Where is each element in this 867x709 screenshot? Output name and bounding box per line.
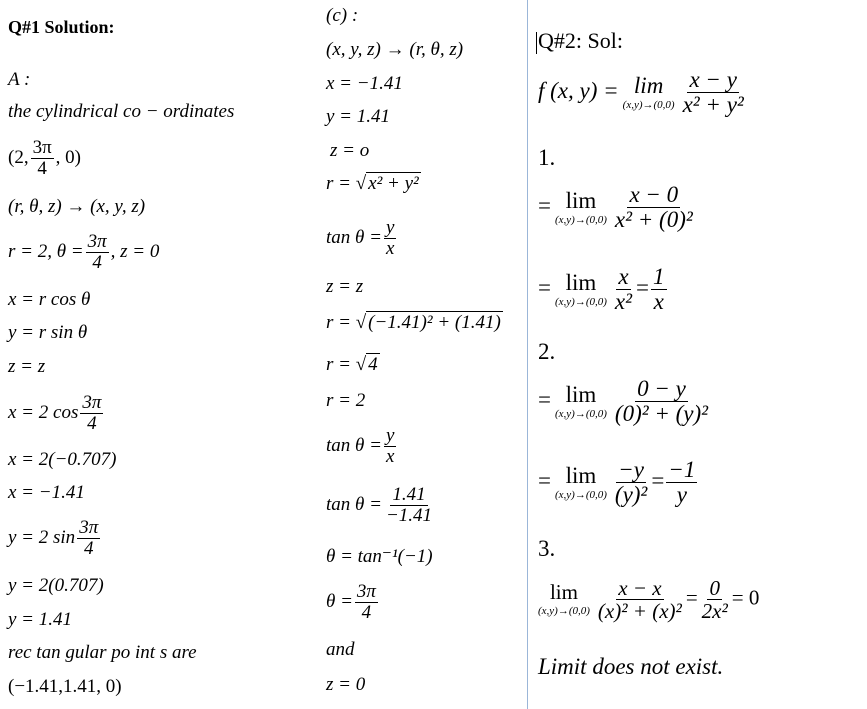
lim-word: lim — [565, 270, 597, 296]
z-eq: z = z — [326, 276, 364, 297]
frac-num: 1 — [653, 264, 665, 289]
and-text: and — [326, 639, 355, 660]
lim-word: lim — [565, 188, 597, 214]
sqrt: √ x² + y² — [355, 173, 419, 194]
limit — [555, 383, 607, 420]
frac-num: x — [618, 264, 629, 289]
fraction — [596, 577, 684, 622]
tan-formula — [326, 218, 398, 259]
r-sqrt4 — [326, 355, 380, 374]
tan-lhs: tan θ = — [326, 434, 382, 456]
fraction — [31, 138, 54, 179]
r-lhs: r = — [326, 173, 351, 194]
frac-den: 4 — [87, 412, 97, 434]
fraction — [384, 485, 434, 526]
limit — [555, 189, 607, 226]
step-2-label: 2. — [538, 339, 556, 364]
fraction — [651, 265, 667, 314]
frac-den: x — [653, 289, 664, 315]
frac-num: 1.41 — [392, 484, 426, 505]
y-value: y = 1.41 — [326, 106, 391, 127]
limit — [555, 271, 607, 308]
x-cos-lhs: x = 2 cos — [8, 401, 79, 423]
text-cursor — [536, 32, 537, 54]
map-line: (x, y, z) → (r, θ, z) — [326, 39, 464, 60]
fraction — [613, 183, 695, 232]
given-b: , z = 0 — [110, 240, 160, 262]
frac-num: 0 − y — [637, 376, 686, 401]
fraction — [700, 577, 730, 622]
result-point: (−1.41,1.41, 0) — [8, 676, 122, 697]
equals: = — [636, 274, 649, 300]
given-point — [8, 138, 81, 179]
lim-sub: (x,y)→(0,0) — [554, 214, 607, 227]
frac-num: −y — [618, 457, 644, 482]
lim-word: lim — [565, 382, 597, 408]
frac-den: x — [385, 445, 395, 467]
step-1-label: 1. — [538, 145, 556, 170]
tan-lhs: tan θ = — [326, 226, 382, 248]
step-3 — [534, 577, 759, 622]
f-lhs: f (x, y) = — [538, 77, 619, 103]
given-values — [8, 232, 159, 273]
equals: = — [651, 467, 665, 493]
frac-num: 3π — [82, 392, 102, 413]
frac-den: 4 — [92, 251, 102, 273]
lim-word: lim — [633, 73, 664, 99]
frac-num: 3π — [79, 517, 99, 538]
fraction — [613, 265, 634, 314]
point-open: (2, — [8, 146, 29, 168]
frac-num: 3π — [87, 231, 107, 252]
sqrt: √ 4 — [355, 354, 378, 375]
tan-values — [326, 485, 436, 526]
step-1b — [538, 265, 669, 314]
x-cos — [8, 393, 105, 434]
r-lhs: r = — [326, 312, 351, 333]
frac-den: 4 — [37, 157, 47, 179]
radicand: 4 — [368, 354, 378, 375]
r-result: r = 2 — [326, 390, 366, 411]
q1-part-a-column — [0, 0, 318, 709]
equals: = — [538, 274, 551, 300]
q2-title-text: Q#2: Sol: — [538, 28, 623, 53]
given-a: r = 2, θ = — [8, 240, 84, 262]
limit — [538, 582, 590, 617]
limit — [555, 464, 607, 501]
frac-den: −1.41 — [385, 504, 433, 526]
frac-den: x² + (0)² — [614, 207, 693, 233]
x-value: x = −1.41 — [326, 73, 403, 94]
point-close: , 0) — [55, 146, 81, 168]
y-val2: y = 1.41 — [8, 609, 73, 630]
fraction — [384, 218, 396, 259]
step-1a — [538, 183, 697, 232]
frac-num: y — [385, 425, 395, 446]
frac-den: 2x² — [701, 599, 728, 624]
equals: = — [538, 467, 551, 493]
frac-num: 3π — [32, 137, 52, 158]
fraction — [86, 232, 109, 273]
r-values — [326, 313, 503, 332]
fraction — [681, 68, 746, 117]
frac-den: x — [385, 237, 395, 259]
theta-result — [326, 582, 380, 623]
y-def: y = r sin θ — [8, 322, 88, 343]
y-sin — [8, 518, 102, 559]
q2-title — [536, 30, 623, 54]
part-a-label: A : — [8, 69, 31, 90]
r-lhs: r = — [326, 354, 351, 375]
x-val2: x = −1.41 — [8, 482, 85, 503]
frac-num: y — [385, 217, 395, 238]
conclusion: Limit does not exist. — [538, 654, 724, 679]
fraction — [384, 426, 396, 467]
y-val1: y = 2(0.707) — [8, 575, 104, 596]
step-3-label: 3. — [538, 536, 556, 561]
z-def: z = z — [8, 356, 46, 377]
q1-part-c-column — [318, 0, 526, 709]
frac-den: x² + y² — [682, 92, 744, 118]
equals: = — [685, 585, 698, 610]
tan-formula-2 — [326, 426, 398, 467]
cylindrical-desc: the cylindrical co − ordinates — [8, 101, 235, 122]
tan-lhs: tan θ = — [326, 493, 382, 515]
step-2b — [538, 458, 699, 507]
frac-num: x − x — [618, 576, 662, 600]
sqrt: √ (−1.41)² + (1.41) — [355, 312, 501, 333]
lim-sub: (x,y)→(0,0) — [554, 489, 607, 502]
lim-word: lim — [549, 580, 578, 605]
lim-sub: (x,y)→(0,0) — [622, 99, 675, 112]
q2-column — [530, 0, 867, 709]
part-c-label: (c) : — [326, 5, 359, 26]
y-sin-lhs: y = 2 sin — [8, 526, 76, 548]
frac-num: x − y — [689, 67, 737, 92]
column-divider — [527, 0, 528, 709]
equals-zero: = 0 — [731, 585, 760, 610]
lim-sub: (x,y)→(0,0) — [554, 408, 607, 421]
frac-den: 4 — [361, 601, 372, 623]
x-def: x = r cos θ — [8, 289, 91, 310]
fraction — [666, 458, 697, 507]
z-value: z = o — [330, 140, 370, 161]
lim-sub: (x,y)→(0,0) — [554, 296, 607, 309]
lim-word: lim — [565, 463, 597, 489]
fraction — [77, 518, 100, 559]
frac-num: −1 — [668, 457, 696, 482]
frac-den: (y)² — [614, 482, 648, 508]
r-formula — [326, 174, 421, 193]
equals: = — [538, 192, 551, 218]
frac-den: 4 — [83, 537, 94, 559]
frac-den: (0)² + (y)² — [614, 401, 709, 427]
fraction — [80, 393, 103, 434]
radicand: x² + y² — [368, 173, 419, 194]
frac-den: y — [676, 482, 687, 508]
equals: = — [538, 386, 551, 412]
frac-num: 3π — [356, 581, 376, 602]
radicand: (−1.41)² + (1.41) — [368, 312, 501, 333]
theta-inverse: θ = tan⁻¹(−1) — [326, 546, 433, 567]
q1-title: Q#1 Solution: — [8, 17, 115, 37]
frac-num: x − 0 — [629, 182, 679, 207]
step-2a — [538, 377, 712, 426]
fraction — [355, 582, 378, 623]
z-final: z = 0 — [326, 674, 366, 695]
fraction — [613, 458, 649, 507]
x-val1: x = 2(−0.707) — [8, 449, 117, 470]
fraction — [613, 377, 710, 426]
function-def — [538, 68, 748, 117]
frac-num: 0 — [709, 576, 720, 600]
lim-sub: (x,y)→(0,0) — [538, 605, 590, 618]
rect-desc: rec tan gular po int s are — [8, 642, 197, 663]
map-line: (r, θ, z) → (x, y, z) — [8, 196, 146, 217]
theta-lhs: θ = — [326, 590, 353, 612]
frac-den: x² — [614, 289, 633, 315]
limit — [623, 74, 675, 111]
frac-den: (x)² + (x)² — [597, 599, 682, 624]
